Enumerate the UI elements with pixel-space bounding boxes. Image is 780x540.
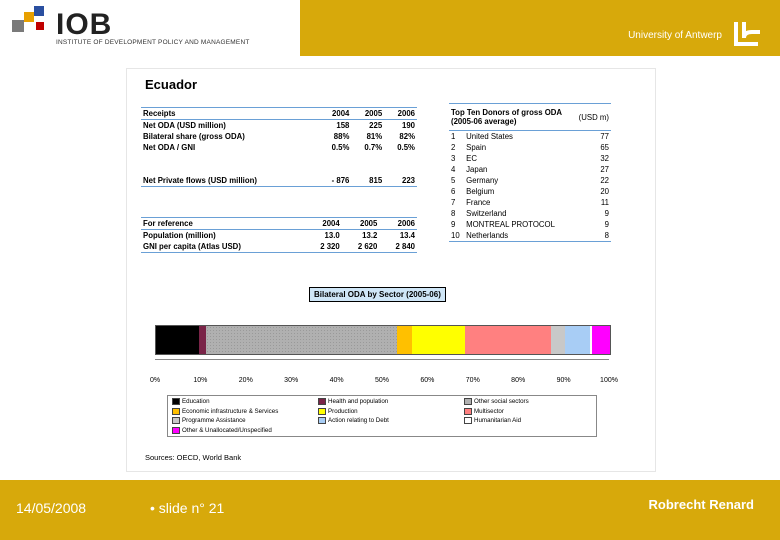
- legend-item: [464, 408, 504, 415]
- legend-swatch: [172, 417, 180, 424]
- donor-row: [449, 208, 611, 219]
- donor-row: [449, 142, 611, 153]
- donors-title: Top Ten Donors of gross ODA (2005-06 average): [449, 104, 575, 131]
- table-header-row: [141, 108, 417, 120]
- x-tick-label: 30%: [284, 377, 299, 384]
- legend-swatch: [318, 398, 326, 405]
- donor-row: [449, 175, 611, 186]
- donor-row: [449, 186, 611, 197]
- table-row: [141, 230, 417, 242]
- donor-row: [449, 197, 611, 208]
- donor-rank: 5: [451, 176, 456, 185]
- legend-swatch: [172, 408, 180, 415]
- bar-segment: [206, 326, 397, 354]
- header-accent: [300, 0, 780, 56]
- donor-rank: 6: [451, 187, 456, 196]
- table-header-row: [449, 104, 611, 131]
- row-label: Net ODA (USD million): [143, 121, 226, 130]
- donor-rank: 4: [451, 165, 456, 174]
- legend-label: Health and population: [328, 398, 389, 405]
- legend-item: [172, 398, 210, 405]
- table-row: [141, 175, 417, 187]
- cell: 225: [369, 121, 383, 130]
- header-cell: 2006: [379, 218, 417, 230]
- x-tick-label: 10%: [193, 377, 208, 384]
- x-axis: [155, 359, 609, 362]
- x-tick-label: 40%: [329, 377, 344, 384]
- header-cell: 2004: [319, 108, 352, 120]
- donor-row: [449, 153, 611, 164]
- row-label: Net ODA / GNI: [143, 143, 196, 152]
- cell: 13.2: [362, 231, 378, 240]
- cell: 0.5%: [331, 143, 350, 152]
- table-row: [141, 142, 417, 153]
- legend-item: [318, 417, 389, 424]
- donor-amount: 32: [600, 154, 609, 163]
- university-logo-icon: [732, 18, 766, 48]
- slide-image: [126, 68, 656, 472]
- footer-date: 14/05/2008: [16, 500, 87, 516]
- header-cell: For reference: [141, 218, 304, 230]
- donor-name: Japan: [466, 165, 488, 174]
- sources-note: Sources: OECD, World Bank: [145, 453, 242, 462]
- cell: 190: [401, 121, 415, 130]
- x-tick-label: 0%: [149, 377, 161, 384]
- row-label: [141, 153, 319, 175]
- donor-row: [449, 131, 611, 143]
- donor-row: [449, 219, 611, 230]
- donor-amount: 27: [600, 165, 609, 174]
- donor-amount: 9: [604, 220, 609, 229]
- header-cell: 2006: [384, 108, 417, 120]
- table-row: [141, 131, 417, 142]
- x-tick-label: 90%: [556, 377, 571, 384]
- cell: 815: [351, 175, 384, 187]
- donor-name: France: [466, 198, 491, 207]
- donor-amount: 11: [600, 198, 609, 207]
- cell: 0.5%: [397, 143, 415, 152]
- cell: 0.7%: [364, 143, 383, 152]
- x-tick-label: 70%: [465, 377, 480, 384]
- legend-label: Economic infrastructure & Services: [182, 407, 279, 415]
- donor-rank: 1: [451, 132, 456, 141]
- bar-segment: [199, 326, 206, 354]
- legend-label: Programme Assistance: [182, 417, 246, 424]
- cell: 223: [384, 175, 417, 187]
- legend-label: Other social sectors: [474, 398, 529, 405]
- chart-legend: [167, 395, 597, 437]
- legend-label: Multisector: [474, 407, 504, 415]
- donor-amount: 77: [600, 132, 609, 141]
- table-header-row: [141, 218, 417, 230]
- donor-rank: 10: [449, 230, 464, 242]
- donor-name: EC: [466, 154, 477, 163]
- legend-item: [464, 417, 521, 424]
- donor-amount: 8: [575, 230, 611, 242]
- donor-name: Belgium: [466, 187, 495, 196]
- bar-segment: [592, 326, 610, 354]
- bar-segment: [397, 326, 413, 354]
- cell: 2 620: [342, 241, 380, 253]
- legend-item: [172, 408, 278, 415]
- bar-segment: [551, 326, 565, 354]
- sector-stacked-bar: [155, 325, 611, 355]
- donor-row: [449, 164, 611, 175]
- donor-amount: 9: [604, 209, 609, 218]
- legend-label: Other & Unallocated/Unspecified: [182, 426, 272, 434]
- top-donors-table: [449, 103, 611, 242]
- legend-swatch: [172, 427, 180, 434]
- x-tick-label: 20%: [238, 377, 253, 384]
- cell: 88%: [333, 132, 350, 141]
- donor-rank: 7: [451, 198, 456, 207]
- row-label: Bilateral share (gross ODA): [143, 132, 245, 141]
- legend-label: Education: [182, 398, 210, 405]
- cell: 82%: [399, 132, 415, 141]
- donor-row: [449, 230, 611, 242]
- logo-text: IOB: [56, 8, 113, 41]
- row-label: GNI per capita (Atlas USD): [141, 241, 304, 253]
- header-cell: 2005: [351, 108, 384, 120]
- donor-name: Netherlands: [464, 230, 575, 242]
- donor-name: Germany: [466, 176, 499, 185]
- donor-rank: 3: [451, 154, 456, 163]
- cell: 81%: [366, 132, 383, 141]
- bar-segment: [412, 326, 464, 354]
- legend-label: Production: [328, 407, 358, 415]
- legend-item: [464, 398, 529, 405]
- legend-swatch: [464, 417, 472, 424]
- bar-segment: [156, 326, 199, 354]
- country-title: Ecuador: [145, 77, 198, 92]
- donor-rank: 8: [451, 209, 456, 218]
- reference-table: [141, 217, 417, 253]
- bar-segment: [465, 326, 551, 354]
- x-tick-label: 80%: [511, 377, 526, 384]
- cell: 158: [336, 121, 350, 130]
- cell: 13.0: [324, 231, 340, 240]
- legend-swatch: [464, 408, 472, 415]
- header-cell: Receipts: [141, 108, 319, 120]
- legend-item: [318, 408, 358, 415]
- donor-amount: 20: [600, 187, 609, 196]
- legend-swatch: [318, 408, 326, 415]
- donors-unit: (USD m): [575, 104, 611, 131]
- logo-subtitle: INSTITUTE OF DEVELOPMENT POLICY AND MANAGEMENT: [56, 39, 250, 46]
- donor-name: MONTREAL PROTOCOL: [466, 220, 555, 229]
- table-row: [141, 153, 417, 175]
- table-row: [141, 241, 417, 253]
- cell: - 876: [319, 175, 352, 187]
- university-name: University of Antwerp: [628, 30, 722, 41]
- cell: 2 840: [379, 241, 417, 253]
- donor-name: Spain: [466, 143, 487, 152]
- donor-amount: 65: [600, 143, 609, 152]
- receipts-table: [141, 107, 417, 187]
- legend-item: [172, 427, 272, 434]
- cell: 13.4: [399, 231, 415, 240]
- footer-slide-number: • slide n° 21: [150, 500, 225, 516]
- table-row: [141, 120, 417, 132]
- legend-swatch: [318, 417, 326, 424]
- header-cell: 2004: [304, 218, 342, 230]
- legend-item: [172, 417, 246, 424]
- donor-name: United States: [466, 132, 513, 141]
- legend-item: [318, 398, 388, 405]
- legend-label: Action relating to Debt: [328, 417, 389, 424]
- legend-label: Humanitarian Aid: [474, 417, 522, 424]
- header-cell: 2005: [342, 218, 380, 230]
- legend-swatch: [172, 398, 180, 405]
- donor-name: Switzerland: [466, 209, 507, 218]
- x-tick-label: 100%: [600, 377, 618, 384]
- footer-author: Robrecht Renard: [648, 497, 754, 512]
- legend-swatch: [464, 398, 472, 405]
- sector-chart-title: Bilateral ODA by Sector (2005-06): [309, 287, 446, 302]
- donor-rank: 9: [451, 220, 456, 229]
- x-tick-label: 60%: [420, 377, 435, 384]
- bar-segment: [565, 326, 590, 354]
- x-tick-label: 50%: [374, 377, 390, 384]
- donor-rank: 2: [451, 143, 456, 152]
- row-label: Net Private flows (USD million): [141, 175, 319, 187]
- iob-logo: [12, 6, 252, 50]
- donor-amount: 22: [600, 176, 609, 185]
- cell: 2 320: [304, 241, 342, 253]
- row-label: Population (million): [143, 231, 216, 240]
